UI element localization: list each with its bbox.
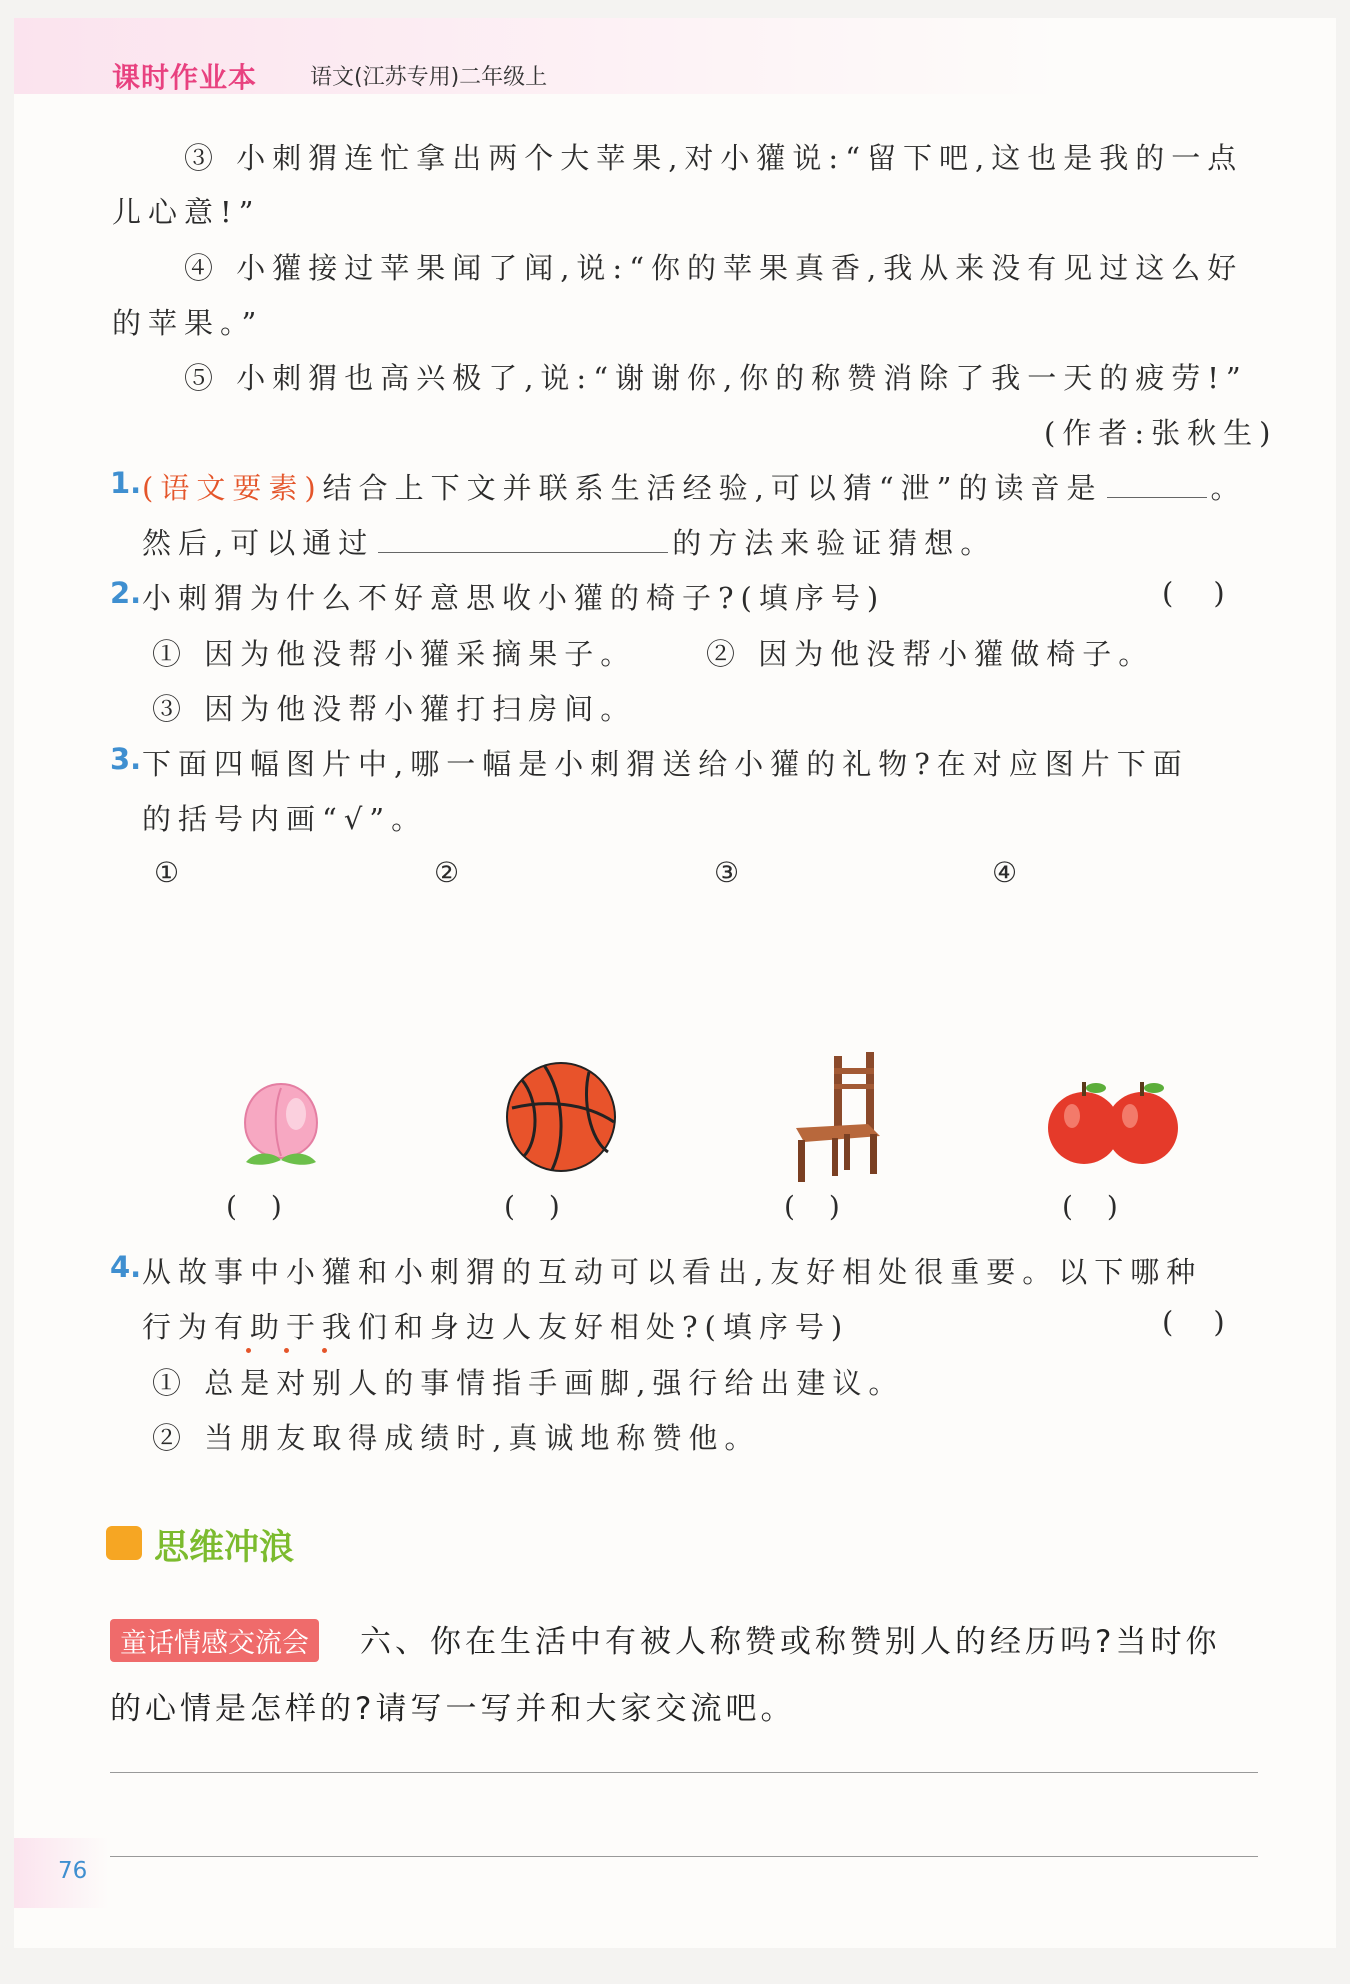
peach-icon <box>226 1066 336 1180</box>
section-title: 思维冲浪 <box>154 1528 295 1568</box>
header-title: 课时作业本 <box>112 61 258 94</box>
story-p4-line1: ④ 小獾接过苹果闻了闻,说:“你的苹果真香,我从来没有见过这么好 <box>184 251 1244 285</box>
story-p3-line2: 儿心意!” <box>112 195 261 229</box>
q1-text-a: 结合上下文并联系生活经验,可以猜“泄”的读音是 <box>322 471 1103 505</box>
q4-line2: 行为有助于我们和身边人友好相处?(填序号) <box>142 1310 850 1344</box>
q1-blank-method[interactable] <box>378 546 668 553</box>
writing-line[interactable] <box>110 1856 1258 1857</box>
q2-option-1: ① 因为他没帮小獾采摘果子。 <box>152 637 637 671</box>
q2-number: 2. <box>110 576 142 610</box>
apples-icon <box>1044 1070 1184 1174</box>
q4-option-1: ① 总是对别人的事情指手画脚,强行给出建议。 <box>152 1366 905 1400</box>
picture-4-label: ④ <box>992 856 1018 889</box>
q4-line1: 从故事中小獾和小刺猬的互动可以看出,友好相处很重要。以下哪种 <box>142 1255 1203 1289</box>
workbook-page <box>14 18 1336 1948</box>
q1-text-b-end: 的方法来验证猜想。 <box>672 526 997 560</box>
q3-line2: 的括号内画“√”。 <box>142 802 428 836</box>
emphasis-dot <box>322 1348 327 1353</box>
story-author: (作者:张秋生) <box>1044 416 1278 450</box>
q4-option-2: ② 当朋友取得成绩时,真诚地称赞他。 <box>152 1421 761 1455</box>
emphasis-dot <box>284 1348 289 1353</box>
picture-4-paren[interactable]: () <box>1062 1190 1152 1223</box>
q1-line2 <box>142 521 996 562</box>
writing-line[interactable] <box>110 1772 1258 1773</box>
picture-2-paren[interactable]: () <box>504 1190 594 1223</box>
q2-text: 小刺猬为什么不好意思收小獾的椅子?(填序号) <box>142 581 886 615</box>
story-p5-line1: ⑤ 小刺猬也高兴极了,说:“谢谢你,你的称赞消除了我一天的疲劳!” <box>184 361 1248 395</box>
q1-text-a-end: 。 <box>1210 471 1247 505</box>
q1-blank-pronunciation[interactable] <box>1107 491 1207 498</box>
q1-line1 <box>142 466 1247 507</box>
section-prompt-line2: 的心情是怎样的?请写一写并和大家交流吧。 <box>110 1691 796 1727</box>
q1-text-b: 然后,可以通过 <box>142 526 375 560</box>
q4-answer-paren[interactable]: () <box>1162 1305 1265 1339</box>
section-badge: 童话情感交流会 <box>110 1619 319 1662</box>
picture-1-label: ① <box>154 856 180 889</box>
page-number: 76 <box>58 1858 88 1884</box>
picture-2-label: ② <box>434 856 460 889</box>
q4-number: 4. <box>110 1250 142 1284</box>
q2-answer-paren[interactable]: () <box>1162 576 1265 610</box>
header-subtitle: 语文(江苏专用)二年级上 <box>310 65 548 90</box>
chair-icon <box>784 1050 884 1189</box>
emphasis-dot <box>246 1348 251 1353</box>
q3-number: 3. <box>110 742 142 776</box>
q2-option-3: ③ 因为他没帮小獾打扫房间。 <box>152 692 637 726</box>
story-p4-line2: 的苹果。” <box>112 306 264 340</box>
wave-icon <box>106 1526 142 1560</box>
q2-option-2: ② 因为他没帮小獾做椅子。 <box>706 637 1155 671</box>
picture-3-paren[interactable]: () <box>784 1190 874 1223</box>
q3-line1: 下面四幅图片中,哪一幅是小刺猬送给小獾的礼物?在对应图片下面 <box>142 747 1189 781</box>
q1-tag: (语文要素) <box>142 471 323 505</box>
q1-number: 1. <box>110 466 142 500</box>
picture-3-label: ③ <box>714 856 740 889</box>
story-p3-line1: ③ 小刺猬连忙拿出两个大苹果,对小獾说:“留下吧,这也是我的一点 <box>184 141 1244 175</box>
picture-1-paren[interactable]: () <box>226 1190 316 1223</box>
section-prompt-line1: 六、你在生活中有被人称赞或称赞别人的经历吗?当时你 <box>360 1624 1221 1660</box>
basketball-icon <box>504 1060 619 1179</box>
